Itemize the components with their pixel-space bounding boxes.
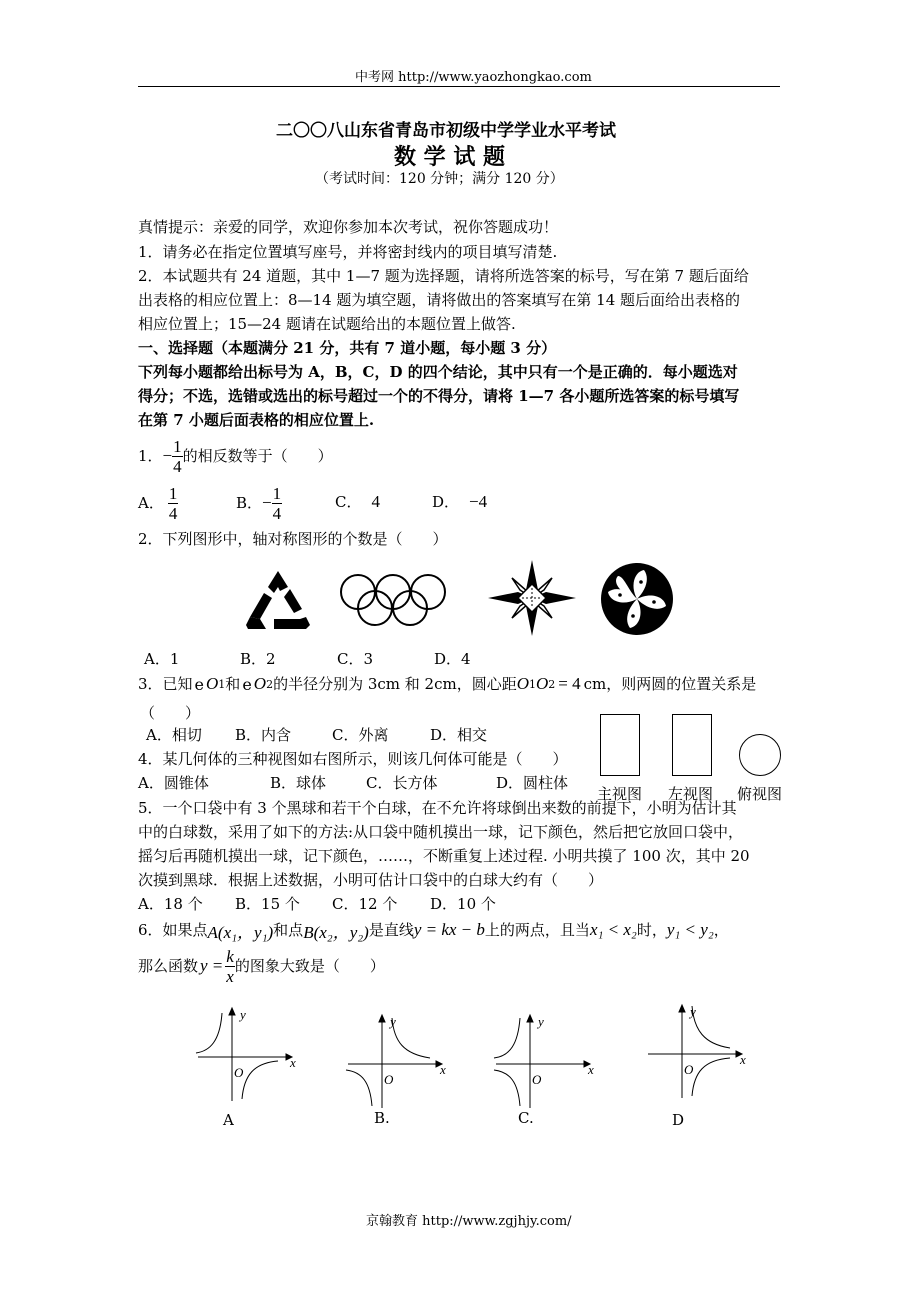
q2-option-c: C．3 bbox=[337, 650, 374, 668]
exam-title: 二〇〇八山东省青岛市初级中学学业水平考试 bbox=[276, 121, 616, 141]
exam-subtitle: 数 学 试 题 bbox=[394, 144, 505, 170]
origin-label: O bbox=[684, 1062, 694, 1077]
origin-label: O bbox=[234, 1065, 244, 1080]
q5-option-c: C．12 个 bbox=[332, 895, 398, 913]
q4-option-d: D．圆柱体 bbox=[496, 774, 569, 792]
q5-option-d: D．10 个 bbox=[430, 895, 496, 913]
side-view-label: 左视图 bbox=[668, 785, 714, 803]
graph-label-a: A bbox=[223, 1111, 234, 1129]
graph-c bbox=[488, 1012, 608, 1112]
olympic-rings-figure bbox=[338, 572, 448, 628]
graph-label-b: B. bbox=[374, 1109, 390, 1127]
q5-option-b: B．15 个 bbox=[235, 895, 300, 913]
question-6-cont: 那么函数 y = $\frac{k}{x}$ 的图象大致是（ ） bbox=[138, 946, 385, 986]
side-view-rect bbox=[672, 714, 712, 776]
axis-x-label: x bbox=[440, 1062, 446, 1077]
axis-x-label: x bbox=[588, 1062, 594, 1077]
axis-y-label: y bbox=[390, 1014, 396, 1029]
graph-a bbox=[190, 1005, 310, 1105]
q4-option-b: B．球体 bbox=[270, 774, 327, 792]
header-rule bbox=[138, 86, 780, 87]
origin-label: O bbox=[384, 1072, 394, 1087]
graph-label-c: C. bbox=[518, 1109, 534, 1127]
recycle-figure bbox=[244, 567, 312, 631]
intro-line: 1．请务必在指定位置填写座号，并将密封线内的项目填写清楚. bbox=[138, 243, 558, 261]
section-desc: 得分；不选，选错或选出的标号超过一个的不得分，请将 1—7 各小题所选答案的标号填写 bbox=[138, 387, 740, 405]
question-5: 次摸到黑球．根据上述数据，小明可估计口袋中的白球大约有（ ） bbox=[138, 871, 604, 889]
intro-line: 2．本试题共有 24 道题，其中 1—7 题为选择题，请将所选答案的标号，写在第 7 题后面给 bbox=[138, 267, 749, 285]
intro-line: 真情提示：亲爱的同学，欢迎你参加本次考试，祝你答题成功！ bbox=[138, 218, 559, 236]
question-5: 5．一个口袋中有 3 个黑球和若干个白球，在不允许将球倒出来数的前提下，小明为估计其 bbox=[138, 799, 737, 817]
intro-line: 出表格的相应位置上：8—14 题为填空题，请将做出的答案填写在第 14 题后面给出表格的 bbox=[138, 291, 741, 309]
question-2: 2．下列图形中，轴对称图形的个数是（ ） bbox=[138, 530, 448, 548]
intro-line: 相应位置上；15—24 题请在试题给出的本题位置上做答. bbox=[138, 315, 516, 333]
q5-option-a: A．18 个 bbox=[138, 895, 203, 913]
section-title: 一、选择题（本题满分 21 分，共有 7 道小题，每小题 3 分） bbox=[138, 339, 557, 357]
fraction: $\frac{1}{4}$ bbox=[173, 436, 182, 476]
bauhinia-figure bbox=[600, 562, 674, 636]
front-view-rect bbox=[600, 714, 640, 776]
q3-option-c: C．外离 bbox=[332, 726, 389, 744]
axis-y-label: y bbox=[538, 1014, 544, 1029]
q4-option-c: C．长方体 bbox=[366, 774, 438, 792]
q1-option-d: D． −4 bbox=[432, 492, 488, 511]
question-5: 中的白球数，采用了如下的方法:从口袋中随机摸出一球，记下颜色，然后把它放回口袋中， bbox=[138, 823, 744, 841]
graph-label-d: D bbox=[672, 1111, 685, 1129]
q2-option-b: B．2 bbox=[240, 650, 276, 668]
question-3: 3．已知 e O 1 和 e O 2 的半径分别为 3cm 和 2cm，圆心距 O 1 O 2 = 4 cm，则两圆的位置关系是 bbox=[138, 674, 757, 694]
front-view-label: 主视图 bbox=[597, 785, 643, 803]
axis-x-label: x bbox=[740, 1052, 746, 1067]
q2-option-d: D．4 bbox=[434, 650, 471, 668]
q1-option-b: B． − $\frac{1}{4}$ bbox=[236, 483, 282, 523]
question-1: 1． − $\frac{1}{4}$ 的相反数等于（ ） bbox=[138, 436, 333, 476]
compass-star-figure bbox=[488, 560, 576, 636]
q3-blank: （ ） bbox=[140, 704, 201, 722]
top-view-label: 俯视图 bbox=[737, 785, 783, 803]
q4-option-a: A．圆锥体 bbox=[138, 774, 209, 792]
q2-option-a: A．1 bbox=[144, 650, 180, 668]
q3-option-b: B．内含 bbox=[235, 726, 292, 744]
top-view-circle bbox=[739, 734, 781, 776]
origin-label: O bbox=[532, 1072, 542, 1087]
q1-option-c: C． 4 bbox=[335, 492, 380, 511]
q1-option-a: A． $\frac{1}{4}$ bbox=[138, 483, 178, 523]
page-footer: 京翰教育 http://www.zgjhjy.com/ bbox=[366, 1214, 572, 1229]
question-5: 摇匀后再随机摸出一球，记下颜色，……，不断重复上述过程. 小明共摸了 100 次，其中 20 bbox=[138, 847, 750, 865]
question-4: 4．某几何体的三种视图如右图所示，则该几何体可能是（ ） bbox=[138, 750, 568, 768]
q3-option-a: A．相切 bbox=[146, 726, 202, 744]
section-desc: 在第 7 小题后面表格的相应位置上. bbox=[138, 411, 375, 429]
axis-x-label: x bbox=[290, 1055, 296, 1070]
graph-d bbox=[640, 1002, 760, 1102]
axis-y-label: y bbox=[690, 1004, 696, 1019]
q3-option-d: D．相交 bbox=[430, 726, 488, 744]
graph-b bbox=[340, 1012, 460, 1112]
axis-y-label: y bbox=[240, 1007, 246, 1022]
exam-info: （考试时间：120 分钟；满分 120 分） bbox=[315, 171, 564, 187]
page-header: 中考网 http://www.yaozhongkao.com bbox=[355, 70, 592, 85]
section-desc: 下列每小题都给出标号为 A，B，C，D 的四个结论，其中只有一个是正确的．每小题选对 bbox=[138, 363, 738, 381]
question-6: 6．如果点 A(x₁，y₁) 和点 B(x₂，y₂) 是直线 y = kx − b 上的两点，且当 x₁ < x₂ 时， y₁ < y₂ ， bbox=[138, 920, 729, 942]
